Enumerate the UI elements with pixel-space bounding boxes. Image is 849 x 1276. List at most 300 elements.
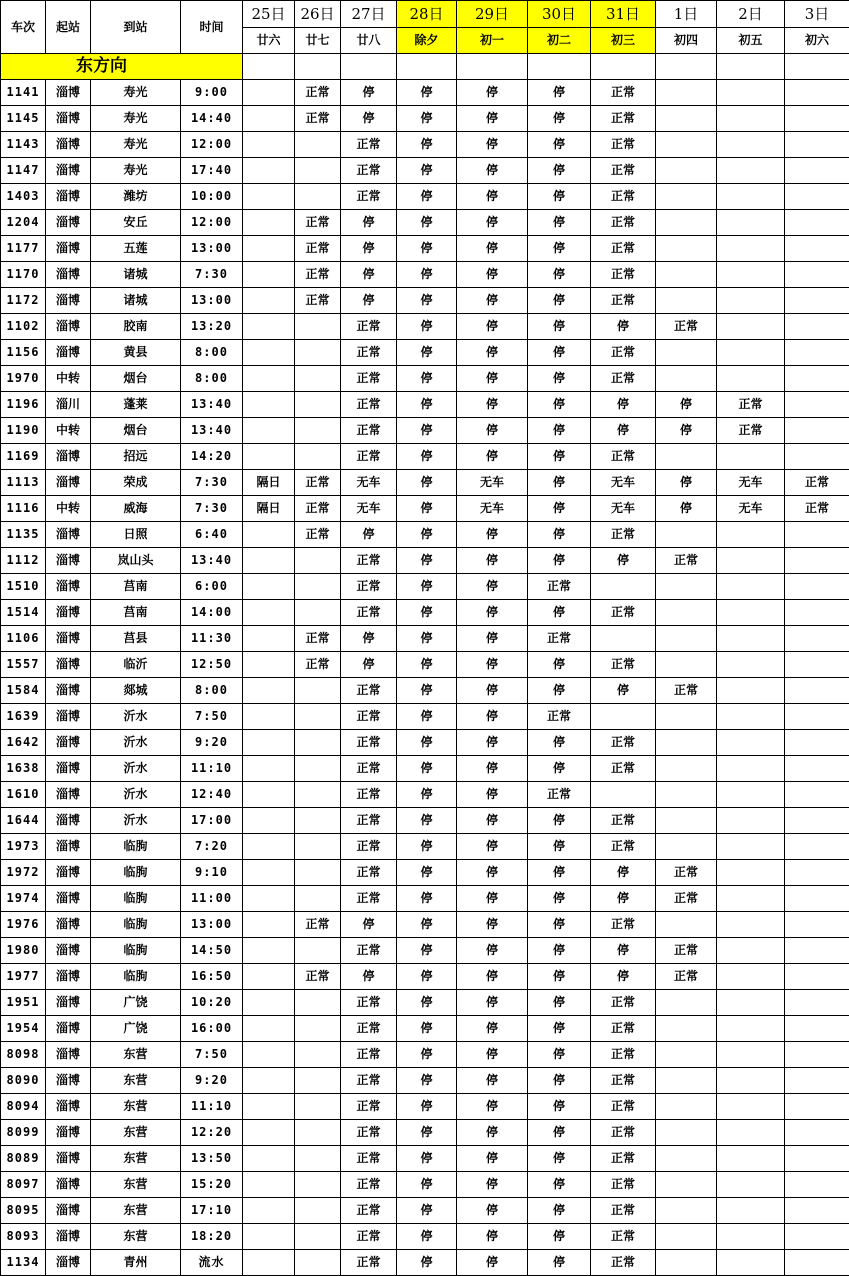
status-cell: 停 [397, 262, 457, 288]
train-no-cell: 1196 [1, 392, 46, 418]
status-cell: 正常 [341, 1042, 397, 1068]
status-cell [656, 1250, 717, 1276]
status-cell [717, 1198, 785, 1224]
status-cell [717, 990, 785, 1016]
origin-cell: 淄博 [46, 80, 91, 106]
table-row [1, 1068, 849, 1094]
status-cell [656, 600, 717, 626]
empty-cell [457, 54, 528, 80]
table-row [1, 808, 849, 834]
table-row [1, 860, 849, 886]
status-cell: 停 [397, 964, 457, 990]
destination-cell: 临朐 [91, 834, 181, 860]
status-cell: 正常 [528, 574, 591, 600]
table-row [1, 80, 849, 106]
status-cell [243, 1146, 295, 1172]
status-cell [785, 912, 849, 938]
train-no-cell: 1134 [1, 1250, 46, 1276]
departure-time-cell: 7:30 [181, 262, 243, 288]
status-cell: 无车 [457, 470, 528, 496]
status-cell [591, 782, 656, 808]
origin-cell: 淄博 [46, 262, 91, 288]
train-no-cell: 1116 [1, 496, 46, 522]
status-cell [243, 366, 295, 392]
train-no-cell: 1639 [1, 704, 46, 730]
status-cell [243, 548, 295, 574]
status-cell: 停 [397, 1120, 457, 1146]
status-cell: 正常 [591, 1172, 656, 1198]
status-cell: 停 [591, 314, 656, 340]
status-cell [785, 704, 849, 730]
status-cell: 正常 [341, 392, 397, 418]
status-cell [243, 1016, 295, 1042]
status-cell [656, 1120, 717, 1146]
departure-time-cell: 9:00 [181, 80, 243, 106]
status-cell: 停 [528, 938, 591, 964]
status-cell [295, 730, 341, 756]
status-cell: 隔日 [243, 470, 295, 496]
status-cell: 停 [397, 860, 457, 886]
header-lunar-date: 廿七 [295, 28, 341, 54]
destination-cell: 东营 [91, 1094, 181, 1120]
status-cell: 正常 [341, 1016, 397, 1042]
status-cell [295, 990, 341, 1016]
status-cell [656, 340, 717, 366]
header-time: 时间 [181, 1, 243, 54]
status-cell [656, 1094, 717, 1120]
status-cell [295, 574, 341, 600]
status-cell [295, 1094, 341, 1120]
status-cell: 停 [457, 548, 528, 574]
table-row [1, 548, 849, 574]
status-cell [243, 678, 295, 704]
status-cell [717, 600, 785, 626]
origin-cell: 淄川 [46, 392, 91, 418]
departure-time-cell: 14:40 [181, 106, 243, 132]
status-cell [295, 1120, 341, 1146]
status-cell: 停 [528, 1094, 591, 1120]
status-cell: 正常 [591, 444, 656, 470]
status-cell: 停 [528, 600, 591, 626]
status-cell: 正常 [591, 834, 656, 860]
status-cell [785, 600, 849, 626]
origin-cell: 淄博 [46, 782, 91, 808]
status-cell [717, 314, 785, 340]
status-cell [656, 288, 717, 314]
status-cell: 停 [528, 912, 591, 938]
table-row [1, 340, 849, 366]
table-row [1, 704, 849, 730]
origin-cell: 淄博 [46, 184, 91, 210]
table-row [1, 730, 849, 756]
status-cell: 正常 [656, 548, 717, 574]
origin-cell: 淄博 [46, 964, 91, 990]
table-row [1, 314, 849, 340]
train-no-cell: 1106 [1, 626, 46, 652]
status-cell: 正常 [656, 860, 717, 886]
status-cell: 停 [528, 496, 591, 522]
status-cell: 正常 [295, 288, 341, 314]
status-cell: 无车 [717, 470, 785, 496]
status-cell [656, 782, 717, 808]
status-cell: 停 [591, 392, 656, 418]
departure-time-cell: 13:00 [181, 236, 243, 262]
status-cell: 停 [397, 392, 457, 418]
status-cell [717, 288, 785, 314]
status-cell [717, 704, 785, 730]
status-cell: 停 [528, 340, 591, 366]
status-cell: 正常 [341, 1172, 397, 1198]
status-cell [717, 938, 785, 964]
status-cell: 停 [397, 522, 457, 548]
status-cell [295, 1198, 341, 1224]
status-cell: 正常 [591, 522, 656, 548]
origin-cell: 淄博 [46, 912, 91, 938]
origin-cell: 淄博 [46, 1016, 91, 1042]
departure-time-cell: 13:00 [181, 288, 243, 314]
status-cell: 正常 [528, 704, 591, 730]
table-row [1, 496, 849, 522]
status-cell: 停 [457, 600, 528, 626]
status-cell [785, 808, 849, 834]
destination-cell: 东营 [91, 1172, 181, 1198]
status-cell [295, 808, 341, 834]
status-cell: 停 [457, 964, 528, 990]
status-cell [243, 236, 295, 262]
status-cell: 正常 [295, 106, 341, 132]
status-cell: 正常 [591, 912, 656, 938]
status-cell [243, 80, 295, 106]
train-no-cell: 8089 [1, 1146, 46, 1172]
status-cell [295, 1172, 341, 1198]
status-cell: 停 [457, 184, 528, 210]
status-cell: 正常 [341, 1068, 397, 1094]
departure-time-cell: 12:00 [181, 210, 243, 236]
departure-time-cell: 14:00 [181, 600, 243, 626]
status-cell [656, 730, 717, 756]
departure-time-cell: 9:20 [181, 730, 243, 756]
status-cell: 停 [528, 444, 591, 470]
status-cell [717, 1068, 785, 1094]
status-cell: 停 [397, 158, 457, 184]
origin-cell: 淄博 [46, 340, 91, 366]
status-cell: 正常 [591, 652, 656, 678]
origin-cell: 淄博 [46, 314, 91, 340]
table-row [1, 678, 849, 704]
status-cell: 停 [528, 678, 591, 704]
status-cell: 停 [341, 236, 397, 262]
status-cell: 停 [528, 1224, 591, 1250]
status-cell [717, 262, 785, 288]
status-cell: 停 [528, 756, 591, 782]
train-no-cell: 1403 [1, 184, 46, 210]
departure-time-cell: 7:30 [181, 496, 243, 522]
train-no-cell: 8098 [1, 1042, 46, 1068]
destination-cell: 东营 [91, 1042, 181, 1068]
status-cell [785, 964, 849, 990]
status-cell [785, 392, 849, 418]
status-cell [785, 236, 849, 262]
status-cell [785, 314, 849, 340]
status-cell [243, 574, 295, 600]
destination-cell: 寿光 [91, 158, 181, 184]
header-train-no: 车次 [1, 1, 46, 54]
status-cell [785, 132, 849, 158]
table-row [1, 756, 849, 782]
status-cell: 停 [528, 314, 591, 340]
status-cell: 正常 [341, 938, 397, 964]
header-date: 2日 [717, 1, 785, 28]
table-row [1, 1120, 849, 1146]
status-cell [591, 704, 656, 730]
status-cell: 停 [528, 1016, 591, 1042]
destination-cell: 诸城 [91, 262, 181, 288]
status-cell: 停 [397, 600, 457, 626]
status-cell: 正常 [341, 782, 397, 808]
status-cell: 停 [397, 938, 457, 964]
status-cell: 停 [457, 860, 528, 886]
status-cell [717, 964, 785, 990]
train-no-cell: 1970 [1, 366, 46, 392]
status-cell [243, 1068, 295, 1094]
header-date: 28日 [397, 1, 457, 28]
status-cell: 停 [457, 990, 528, 1016]
origin-cell: 淄博 [46, 678, 91, 704]
status-cell: 停 [656, 470, 717, 496]
empty-cell [243, 54, 295, 80]
destination-cell: 沂水 [91, 756, 181, 782]
header-lunar-date: 初四 [656, 28, 717, 54]
status-cell: 停 [397, 548, 457, 574]
table-row [1, 912, 849, 938]
destination-cell: 日照 [91, 522, 181, 548]
status-cell: 停 [457, 912, 528, 938]
status-cell [243, 704, 295, 730]
status-cell [785, 184, 849, 210]
status-cell [785, 652, 849, 678]
departure-time-cell: 9:10 [181, 860, 243, 886]
status-cell: 停 [397, 1146, 457, 1172]
table-row [1, 184, 849, 210]
empty-cell [341, 54, 397, 80]
destination-cell: 东营 [91, 1198, 181, 1224]
status-cell: 停 [457, 1120, 528, 1146]
origin-cell: 淄博 [46, 860, 91, 886]
departure-time-cell: 17:00 [181, 808, 243, 834]
status-cell [656, 574, 717, 600]
status-cell [785, 1198, 849, 1224]
table-row [1, 626, 849, 652]
status-cell: 停 [457, 652, 528, 678]
header-date: 30日 [528, 1, 591, 28]
destination-cell: 潍坊 [91, 184, 181, 210]
status-cell: 停 [528, 834, 591, 860]
status-cell [785, 444, 849, 470]
status-cell [785, 782, 849, 808]
departure-time-cell: 11:10 [181, 756, 243, 782]
status-cell: 正常 [528, 626, 591, 652]
destination-cell: 广饶 [91, 1016, 181, 1042]
empty-cell [656, 54, 717, 80]
status-cell [295, 1042, 341, 1068]
status-cell [785, 574, 849, 600]
destination-cell: 威海 [91, 496, 181, 522]
status-cell [785, 626, 849, 652]
table-row [1, 262, 849, 288]
status-cell: 正常 [785, 496, 849, 522]
table-row [1, 600, 849, 626]
status-cell: 正常 [656, 678, 717, 704]
train-no-cell: 1951 [1, 990, 46, 1016]
status-cell [785, 834, 849, 860]
status-cell [717, 652, 785, 678]
status-cell: 停 [457, 366, 528, 392]
status-cell: 停 [528, 80, 591, 106]
status-cell: 正常 [341, 132, 397, 158]
status-cell [243, 1224, 295, 1250]
status-cell [656, 704, 717, 730]
status-cell: 停 [528, 106, 591, 132]
destination-cell: 莒南 [91, 574, 181, 600]
status-cell: 停 [656, 392, 717, 418]
table-row [1, 1016, 849, 1042]
status-cell: 停 [528, 1068, 591, 1094]
status-cell [656, 132, 717, 158]
status-cell: 正常 [341, 1224, 397, 1250]
status-cell [785, 1068, 849, 1094]
status-cell [243, 340, 295, 366]
status-cell [717, 132, 785, 158]
origin-cell: 淄博 [46, 834, 91, 860]
status-cell [243, 314, 295, 340]
status-cell: 停 [341, 288, 397, 314]
status-cell [717, 106, 785, 132]
status-cell [717, 80, 785, 106]
status-cell: 正常 [656, 964, 717, 990]
status-cell: 无车 [591, 496, 656, 522]
section-title: 东方向 [1, 54, 243, 80]
status-cell: 停 [528, 990, 591, 1016]
status-cell [717, 574, 785, 600]
destination-cell: 莒南 [91, 600, 181, 626]
status-cell [717, 886, 785, 912]
status-cell: 停 [528, 392, 591, 418]
status-cell: 停 [341, 912, 397, 938]
status-cell [785, 158, 849, 184]
status-cell: 停 [528, 522, 591, 548]
status-cell [717, 340, 785, 366]
origin-cell: 淄博 [46, 1094, 91, 1120]
status-cell [591, 574, 656, 600]
status-cell [785, 522, 849, 548]
status-cell [243, 132, 295, 158]
origin-cell: 淄博 [46, 730, 91, 756]
status-cell [295, 756, 341, 782]
status-cell: 停 [457, 80, 528, 106]
status-cell: 停 [457, 834, 528, 860]
status-cell: 正常 [785, 470, 849, 496]
destination-cell: 招远 [91, 444, 181, 470]
status-cell [717, 782, 785, 808]
status-cell [717, 756, 785, 782]
status-cell [243, 1042, 295, 1068]
train-no-cell: 1170 [1, 262, 46, 288]
status-cell [785, 938, 849, 964]
status-cell [656, 1016, 717, 1042]
train-no-cell: 1610 [1, 782, 46, 808]
status-cell: 停 [528, 470, 591, 496]
destination-cell: 沂水 [91, 782, 181, 808]
table-row [1, 470, 849, 496]
train-no-cell: 1642 [1, 730, 46, 756]
status-cell: 停 [341, 262, 397, 288]
status-cell [243, 418, 295, 444]
status-cell: 正常 [341, 418, 397, 444]
status-cell: 停 [528, 262, 591, 288]
status-cell: 停 [528, 860, 591, 886]
status-cell: 无车 [341, 470, 397, 496]
status-cell [243, 106, 295, 132]
departure-time-cell: 13:40 [181, 392, 243, 418]
status-cell: 停 [528, 184, 591, 210]
status-cell [785, 678, 849, 704]
train-no-cell: 8093 [1, 1224, 46, 1250]
departure-time-cell: 11:00 [181, 886, 243, 912]
status-cell: 正常 [295, 626, 341, 652]
status-cell: 正常 [591, 1250, 656, 1276]
table-row [1, 158, 849, 184]
status-cell: 停 [457, 158, 528, 184]
status-cell: 停 [457, 678, 528, 704]
table-row [1, 522, 849, 548]
destination-cell: 寿光 [91, 106, 181, 132]
status-cell: 停 [457, 1146, 528, 1172]
status-cell: 正常 [341, 756, 397, 782]
status-cell: 停 [528, 132, 591, 158]
destination-cell: 临沂 [91, 652, 181, 678]
destination-cell: 临朐 [91, 912, 181, 938]
header-date: 25日 [243, 1, 295, 28]
departure-time-cell: 11:30 [181, 626, 243, 652]
destination-cell: 东营 [91, 1224, 181, 1250]
status-cell: 停 [528, 1250, 591, 1276]
status-cell: 停 [528, 366, 591, 392]
status-cell: 停 [591, 938, 656, 964]
train-no-cell: 1143 [1, 132, 46, 158]
train-no-cell: 1156 [1, 340, 46, 366]
status-cell: 停 [528, 236, 591, 262]
status-cell [656, 1198, 717, 1224]
status-cell: 正常 [341, 1094, 397, 1120]
status-cell: 正常 [341, 704, 397, 730]
status-cell [243, 730, 295, 756]
origin-cell: 淄博 [46, 990, 91, 1016]
status-cell: 正常 [717, 392, 785, 418]
empty-cell [397, 54, 457, 80]
status-cell: 停 [397, 340, 457, 366]
status-cell [785, 340, 849, 366]
table-row [1, 444, 849, 470]
status-cell: 正常 [341, 1250, 397, 1276]
table-row [1, 886, 849, 912]
origin-cell: 淄博 [46, 808, 91, 834]
departure-time-cell: 12:00 [181, 132, 243, 158]
status-cell [656, 652, 717, 678]
status-cell: 正常 [341, 366, 397, 392]
origin-cell: 淄博 [46, 704, 91, 730]
status-cell [243, 912, 295, 938]
status-cell: 停 [457, 1250, 528, 1276]
